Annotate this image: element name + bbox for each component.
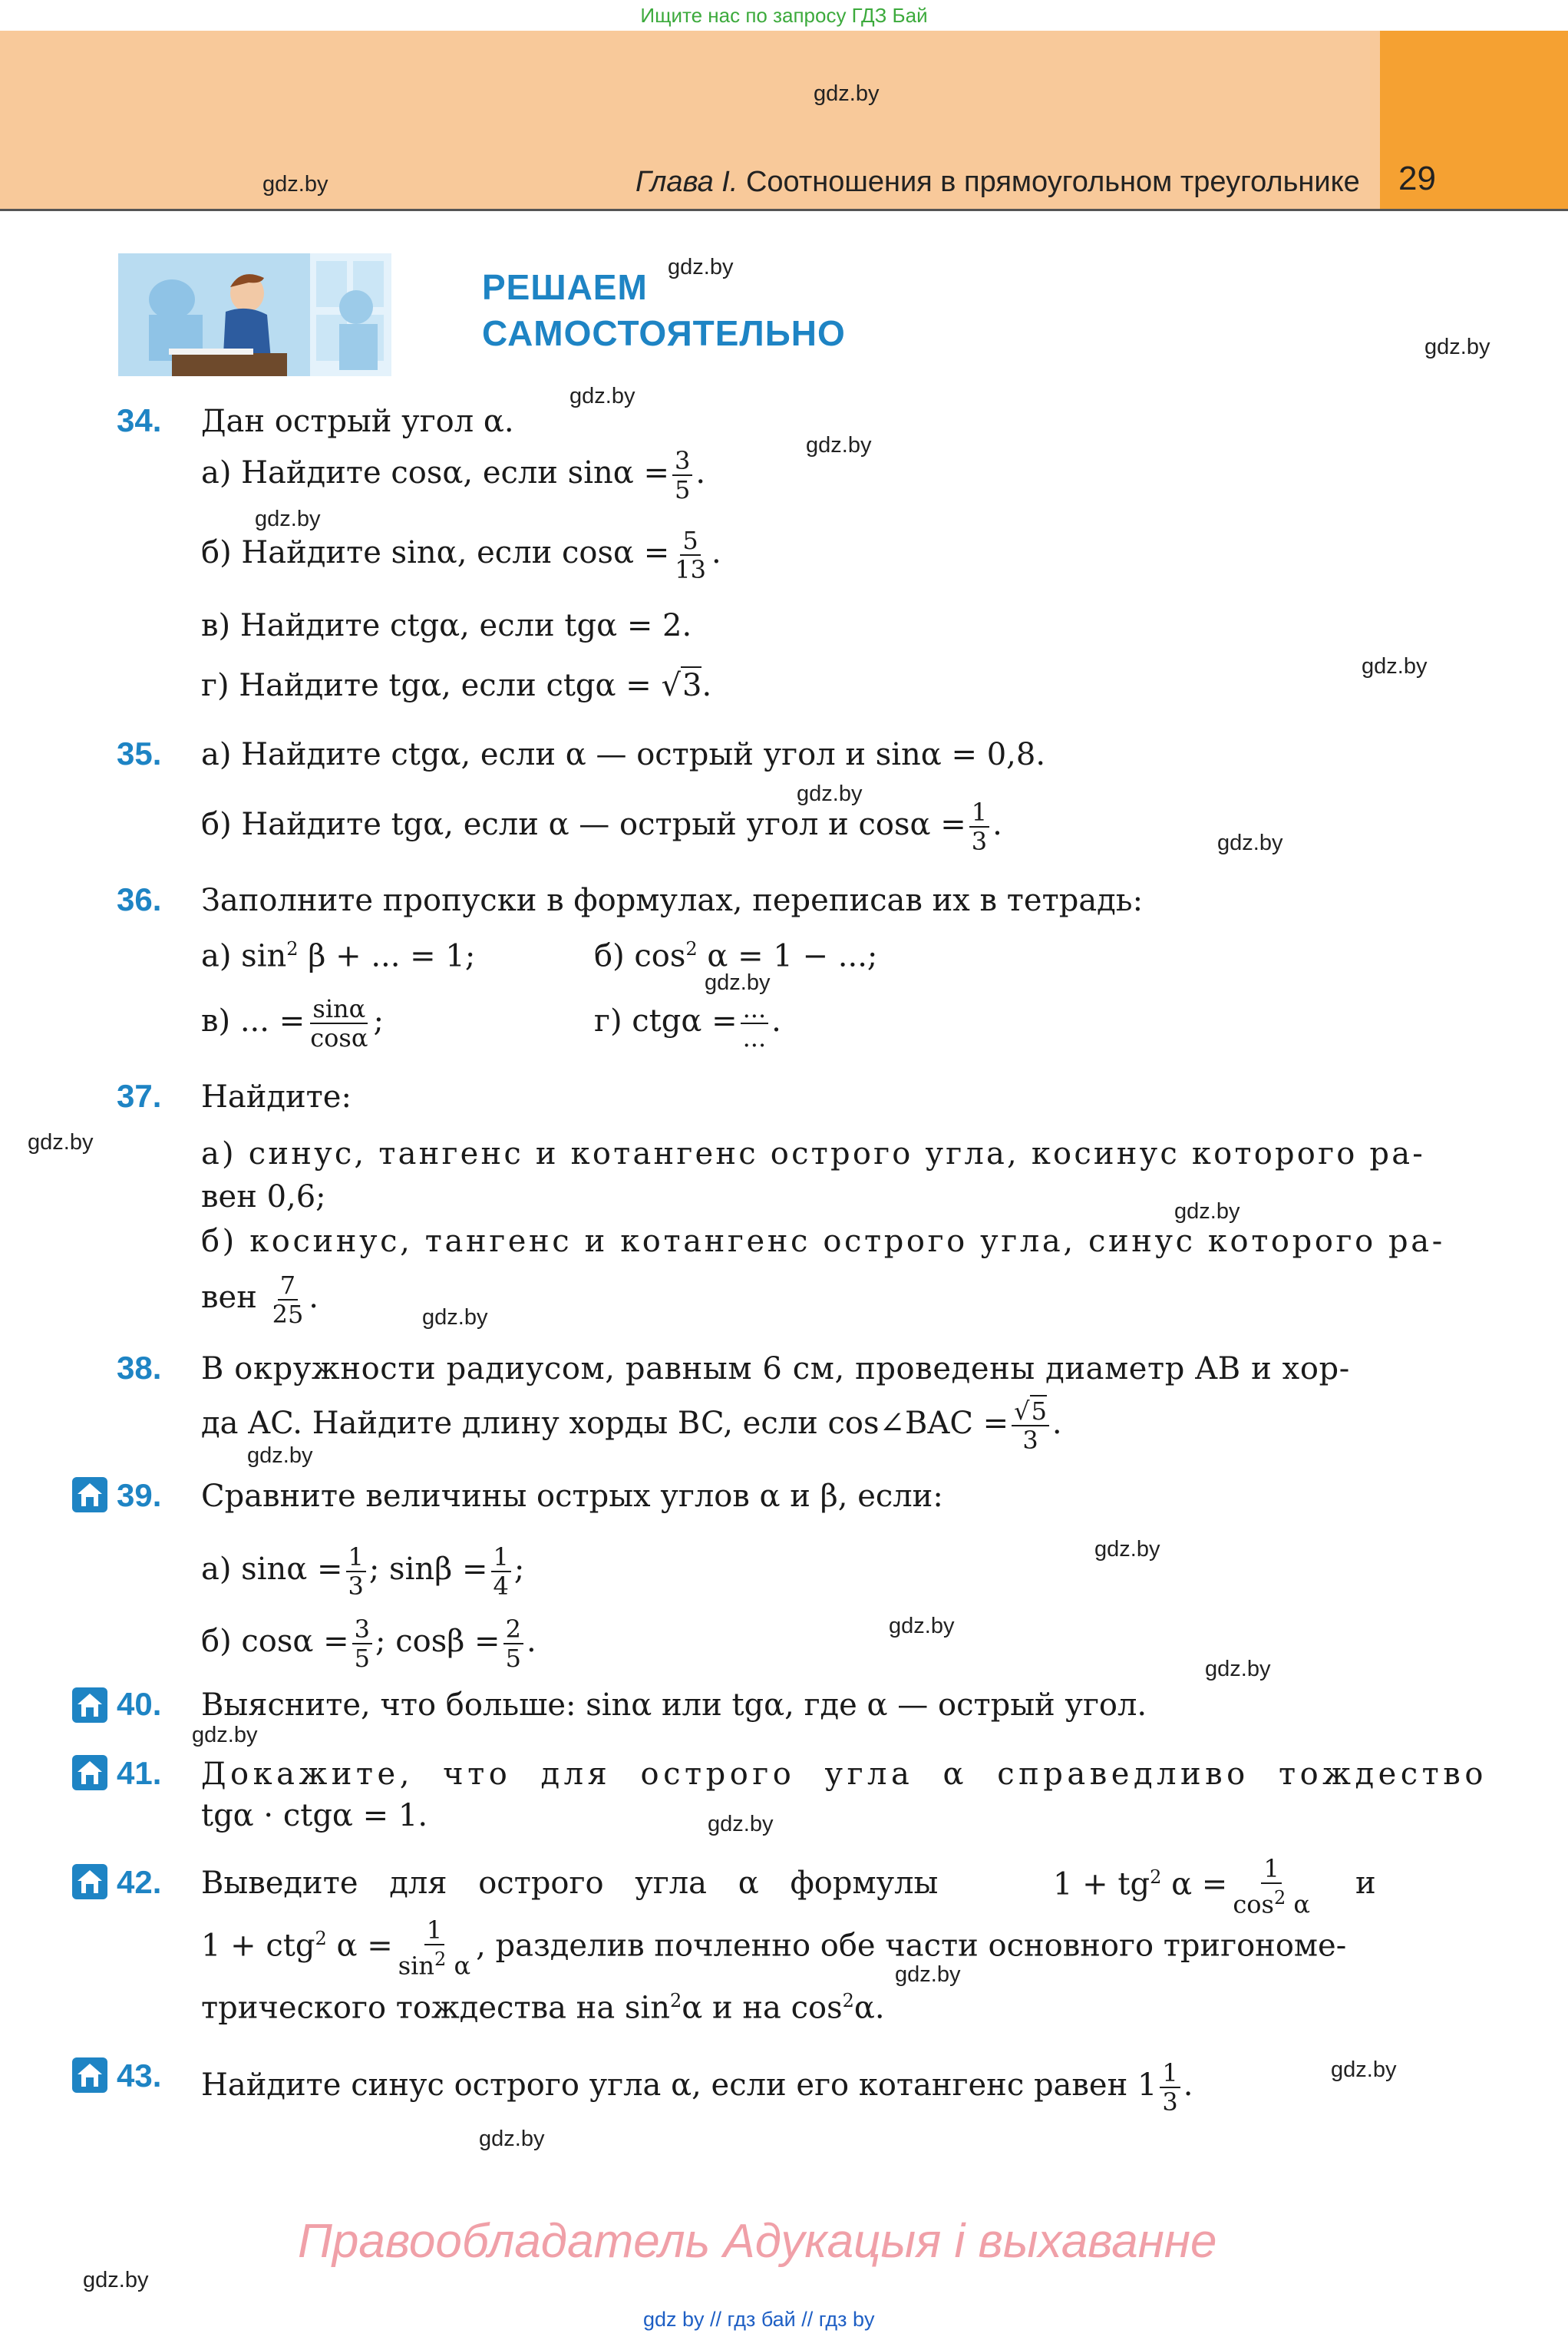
section-title-line2: САМОСТОЯТЕЛЬНО: [482, 313, 846, 353]
home-task-icon: [72, 2057, 107, 2093]
watermark: gdz.by: [814, 81, 880, 106]
fraction: $\frac{...}{...}$: [741, 995, 769, 1052]
problem-text: tgα · ctgα = 1.: [201, 1798, 428, 1833]
problem-text: 1 + ctg$^2$ α = $\frac{1}{\sin^2 \alpha}$ , разделив почленно обе части основного тригономе-: [201, 1915, 1347, 1981]
fraction: $\frac{3}{5}$: [672, 447, 692, 504]
problem-text: да AC. Найдите длину хорды BC, если cos∠BAC = $\frac{√5}{3}$ .: [201, 1396, 1062, 1455]
problem-text: Найдите синус острого угла α, если его котангенс равен 1 $\frac{1}{3}$ .: [201, 2058, 1193, 2117]
problem-text: и: [1355, 1866, 1376, 1901]
home-task-icon: [72, 1687, 107, 1723]
watermark: gdz.by: [797, 782, 863, 806]
chapter-title: Соотношения в прямоугольном треугольнике: [745, 166, 1360, 198]
watermark: gdz.by: [889, 1614, 955, 1638]
problem-item: а) $\sin^2 \beta$ + ... = 1;: [201, 938, 476, 974]
problem-text: Дан острый угол α.: [201, 404, 514, 439]
fraction: $\frac{2}{5}$: [503, 1615, 523, 1672]
fraction: $\frac{1}{4}$: [491, 1543, 511, 1600]
problem-text: Выведите для острого угла α формулы: [201, 1866, 939, 1901]
home-task-icon: [72, 1864, 107, 1899]
home-task-icon: [72, 1477, 107, 1512]
footer-links[interactable]: gdz by // гдз бай // гдз by: [643, 2308, 875, 2331]
watermark: gdz.by: [83, 2268, 149, 2292]
problem-number: 43.: [117, 2057, 162, 2094]
problem-item: вен $\frac{7}{25}$ .: [201, 1271, 319, 1329]
chapter-heading: [635, 166, 1360, 199]
watermark: gdz.by: [1217, 831, 1283, 855]
problem-text: трического тождества на $\sin^2\alpha$ и на $\cos^2\alpha$.: [201, 1990, 885, 2026]
header-divider: [0, 209, 1568, 211]
watermark: gdz.by: [479, 2127, 545, 2151]
fraction: $\frac{7}{25}$: [272, 1271, 304, 1329]
watermark: gdz.by: [708, 1812, 774, 1836]
problem-item: в) ... = $\frac{\sin\alpha}{\cos\alpha}$ ;: [201, 994, 384, 1053]
fraction: $\frac{5}{13}$: [675, 526, 706, 584]
fraction: $\frac{\sin\alpha}{\cos\alpha}$: [310, 994, 368, 1053]
page-number: 29: [1398, 160, 1436, 197]
problem-item: г) ctgα = $\frac{...}{...}$ .: [594, 994, 781, 1053]
watermark: gdz.by: [1424, 335, 1490, 359]
problem-item: а) sinα = $\frac{1}{3}$ ; sinβ = $\frac{1}{4}$ ;: [201, 1542, 525, 1601]
problem-number: 42.: [117, 1864, 162, 1900]
top-banner: Ищите нас по запросу ГДЗ Бай: [640, 4, 928, 27]
fraction: $\frac{1}{3}$: [969, 798, 989, 855]
problem-item: вен 0,6;: [201, 1179, 326, 1215]
problem-item: б) Найдите sinα, если cosα = $\frac{5}{13}$ .: [201, 526, 721, 584]
problem-item: г) Найдите tgα, если ctgα = √3.: [201, 668, 712, 703]
watermark: gdz.by: [569, 384, 635, 408]
student-illustration: [118, 253, 391, 376]
watermark: gdz.by: [1362, 654, 1428, 679]
chapter-label: Глава I.: [635, 166, 738, 198]
section-title-line1: РЕШАЕМ: [482, 267, 648, 307]
watermark: gdz.by: [255, 507, 321, 531]
watermark: gdz.by: [28, 1130, 94, 1155]
watermark: gdz.by: [1174, 1199, 1240, 1224]
fraction: $\frac{1}{\sin^2 \alpha}$: [398, 1915, 471, 1981]
watermark: gdz.by: [1094, 1537, 1160, 1562]
problem-number: 36.: [117, 881, 162, 917]
watermark: gdz.by: [895, 1962, 961, 1987]
formula: $1 + tg^2$ α = $\frac{1}{\cos^2 \alpha}$: [1053, 1855, 1315, 1919]
problem-text: Заполните пропуски в формулах, переписав их в тетрадь:: [201, 883, 1144, 918]
watermark: gdz.by: [247, 1443, 313, 1468]
problem-number: 39.: [117, 1477, 162, 1513]
problem-item: б) $\cos^2 \alpha = 1$ − ...;: [594, 938, 878, 974]
watermark: gdz.by: [806, 433, 872, 458]
fraction: $\frac{1}{3}$: [346, 1543, 366, 1600]
problem-number: 38.: [117, 1350, 162, 1386]
fraction: $\frac{√5}{3}$: [1012, 1397, 1049, 1454]
problem-text: Докажите, что для острого угла α справедливо тождество: [201, 1757, 1487, 1792]
problem-item: а) Найдите cosα, если sinα = $\frac{3}{5}$ .: [201, 446, 706, 504]
watermark: gdz.by: [262, 172, 328, 197]
watermark: gdz.by: [1331, 2057, 1397, 2082]
problem-text: Сравните величины острых углов α и β, если:: [201, 1479, 943, 1514]
watermark: gdz.by: [1205, 1657, 1271, 1681]
section-title: [482, 264, 846, 356]
problem-number: 41.: [117, 1755, 162, 1791]
copyright-notice: Правообладатель Адукацыя і выхаванне: [298, 2215, 1217, 2268]
problem-item: б) cosα = $\frac{3}{5}$ ; cosβ = $\frac{2}{5}$ .: [201, 1615, 536, 1673]
problem-item: в) Найдите ctgα, если tgα = 2.: [201, 608, 692, 643]
problem-number: 37.: [117, 1078, 162, 1114]
problem-item: б) Найдите tgα, если α — острый угол и cosα = $\frac{1}{3}$ .: [201, 798, 1002, 856]
home-task-icon: [72, 1755, 107, 1790]
problem-text: В окружности радиусом, равным 6 см, проведены диаметр AB и хор-: [201, 1351, 1350, 1386]
watermark: gdz.by: [422, 1305, 488, 1330]
problem-item: а) Найдите ctgα, если α — острый угол и sinα = 0,8.: [201, 737, 1046, 772]
problem-item: а) синус, тангенс и котангенс острого угла, косинус которого ра-: [201, 1136, 1425, 1172]
watermark: gdz.by: [668, 255, 734, 279]
watermark: gdz.by: [192, 1723, 258, 1747]
problem-text: Найдите:: [201, 1079, 352, 1115]
watermark: gdz.by: [705, 970, 771, 995]
problem-number: 35.: [117, 735, 162, 772]
fraction: $\frac{1}{\cos^2 \alpha}$: [1233, 1854, 1310, 1919]
fraction: $\frac{1}{3}$: [1160, 2059, 1180, 2116]
problem-text: Выясните, что больше: sinα или tgα, где α — острый угол.: [201, 1687, 1147, 1723]
problem-number: 40.: [117, 1686, 162, 1722]
problem-number: 34.: [117, 402, 162, 438]
problem-item: б) косинус, тангенс и котангенс острого угла, синус которого ра-: [201, 1224, 1445, 1259]
fraction: $\frac{3}{5}$: [352, 1615, 372, 1672]
